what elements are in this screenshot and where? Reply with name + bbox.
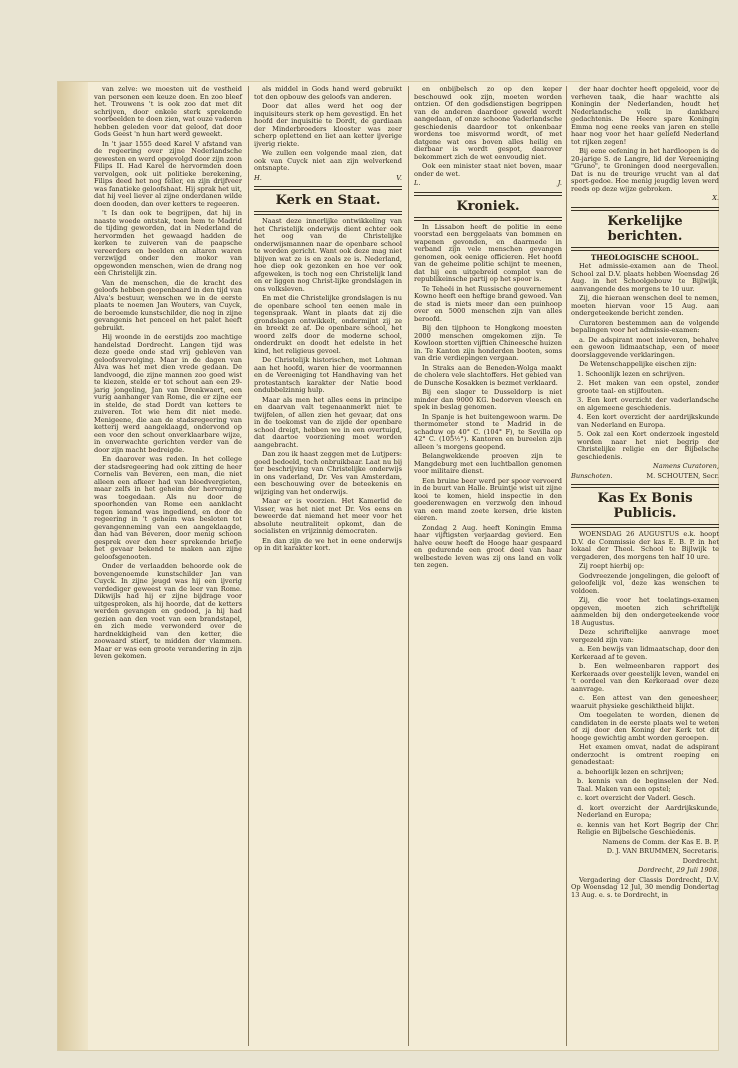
article-signature: Bunschoten. M. SCHOUTEN, Secr. (571, 471, 719, 480)
paragraph: Zij, die hieraan wenschen deel te nemen, moeten hiervan voor 15 Aug. aan ondergeteekende bericht zenden. (571, 294, 719, 317)
paragraph: a. De adspirant moet inleveren, behalve een gewoon lidmaatschap, een of meer doorslaggevende verklaringen. (571, 335, 719, 359)
paragraph: Het admissie-examen aan de Theol. School zal D.V. plaats hebben Woensdag 26 Aug. in het Schoolgebouw te Bijlwijk, aanvangende des morgens te 10 uur. (571, 262, 719, 293)
paragraph: Dan zou ik haast zeggen met de Lutjpers: goed bedoeld, toch onbruikbaar. Laat nu bij ter beschrijving van Christelijke onderwijs in ons vaderland, Dr. Ves van Amsterdam, een beschouwing over de beteekenis en wijziging van het onderwijs. (254, 450, 402, 496)
list-item: e. kennis van het Kort Begrip der Chr. Religie en Bijbelsche Geschiedenis. (577, 820, 719, 836)
heading-kerk-en-staat: Kerk en Staat. (275, 193, 381, 208)
paragraph: De Wetenschappelijke eischen zijn: (579, 360, 697, 368)
subheading-theologische-school: THEOLOGISCHE SCHOOL. (590, 252, 700, 262)
list-item: a. behoorlijk lezen en schrijven; (577, 767, 684, 776)
paragraph: WOENSDAG 26 AUGUSTUS e.k. hoopt D.V. de Commissie der kas E. B. P. in het lokaal der Theol. School te Bijlwijk te vergaderen, des morgens ten half 10 ure. (571, 530, 719, 561)
paragraph: Zij, die voor het toelatings-examen opgeven, moeten zich schriftelijk aanmelden bij den ondergeteekende voor 18 Augustus. (571, 596, 719, 627)
list-item: 5. Ook zal een Kort onderzoek ingesteld worden naar het niet begrip der Christelijke religie en der Bijbelsche geschiedenis. (577, 430, 719, 461)
paragraph: Bij eene oefening in het hardloopen is de 20-jarige S. de Langre, lid der Vereeniging "Gruno", te Groningen dood neergevallen. Dat is nu de treurige vrucht van al dat sport-gedoe. Hoe menig jeugdig leven werd reeds op deze wijze gebroken. (571, 147, 719, 193)
list-item: 4. Een kort overzicht der aardrijkskunde van Nederland en Europa. (577, 413, 719, 429)
paragraph: Om toegelaten te worden, dienen de candidaten in de eerste plaats wel te weten of zij door den Koning der Kerk tot dit hooge gewichtig ambt worden geroepen. (571, 711, 719, 742)
heading-kroniek: Kroniek. (456, 198, 520, 214)
paragraph: van zelve: we moesten uit de vestheid van personen een keuze doen. En zoo bleef het. Trouwens 't is ook zoo dat met dit schrijven, door enkele sterk sprekende voorbeelden te doen zien, wat ouze vaderen hebben geleden voor dat geloof, dat door Gods Geest 'n hun hart werd geweekt. (94, 85, 242, 138)
heading-rule (254, 186, 402, 190)
heading-rule (414, 217, 562, 221)
paragraph: Vergadering der Classis Dordrecht, D.V. Op Woensdag 12 Jul, 30 mendig Dondertag 13 Aug. e. s. te Dordrecht, in (571, 875, 719, 899)
closing-line: Dordrecht. (682, 856, 719, 865)
list-item: 3. Een kort overzicht der vaderlandsche en algemeene geschiedenis. (577, 396, 719, 412)
dateline: Dordrecht, 29 Juli 1908. (637, 866, 719, 874)
paragraph: Curatoren bestemmen aan de volgende bepalingen voor het admissie-examen: (571, 318, 719, 334)
heading-rule (414, 192, 562, 196)
paragraph: Een bruine beer werd per spoor vervoerd in de buurt van Halle. Bruintje wist uit zijne kooi te komen, hield inspectie in den goederenwagen en verzwolg den inhoud van een mand zoete kersen, drie kisten eieren. (414, 476, 562, 522)
paragraph: En met die Christelijke grondslagen is nu de openbare school ten eenen male in tegenspraak. Want in plaats dat zij die grondslagen ontwikkelt, ondermijnt zij ze en breekt ze af. De openbare school, het woord zelfs door de moderne school, onderdrukt en doodt het edelste in het kind, het religieus gevoel. (254, 294, 402, 355)
column-1 (94, 86, 242, 663)
paragraph: a. Een bewijs van lidmaatschap, door den Kerkeraad af te geven. (571, 645, 719, 661)
column-divider (566, 86, 567, 1046)
paragraph: In Spanje is het buitengewoon warm. De thermometer stond te Madrid in de schaduw op 40° C. (104° F), te Sevilla op 42° C. (105½°). Kantoren en bureelen zijn alleen 's morgens geopend. (414, 412, 562, 451)
paragraph: Deze schriftelijke aanvrage moet vergezeld zijn van: (571, 628, 719, 644)
paragraph: Het examen omvat, nadat de adspirant onderzocht is omtrent roeping en genadestaat: (571, 743, 719, 766)
paragraph: b. Een welmeenbaren rapport des Kerkeraads over geestelijk leven, wandel en 't oordeel van den Kerkeraad over deze aanvrage. (571, 662, 719, 693)
article-signature: X. (712, 194, 719, 202)
page-fold-shadow (58, 82, 88, 1050)
paragraph: Door dat alles werd het oog der inquisiteurs sterk op hem gevestigd. En het hoofd der inquisitie te Dordt, de gardiaan der Minderbroeders klooster was zeer scherp oplettend en liet aan ketter ijverige ijverig riekte. (254, 102, 402, 148)
newspaper-page (58, 82, 718, 1050)
paragraph: Maar als men het alles eens in principe en daarvan valt tegenaanmerkt niet te twijfelen, of allen zien het gevaar, dat ons in de toekomst van de zijde der openbare school dreigt, hebben we in een overtuigd, dat daartoe voorziening moet worden aangebracht. (254, 395, 402, 449)
paragraph: En daarover was reden. In het college der stadsregeering had ook zitting de heer Cornelis van Beveren, een man, die niet alleen een afkeer had van bloedvergieten, maar zelfs in het geheim der hervorming was toegedaan. Als nu door de spoorhonden van Rome een aanklacht tegen iemand was ingediend, en door de regeering in 't geheim was besloten tot gevangenneming van een aangeklaagde, dan had van Beveren, door menig schoon gesprek over den heer sprekende briefje het gevaar bekend te maken aan zijne geloofsgenooten. (94, 455, 242, 561)
paragraph: Onder de verlaadden behoorde ook de bovengenoemde kunstschilder Jan van Cuyck. In zijne jeugd was hij een ijverig verdediger geweest van de leer van Rome. Dikwijls had hij er zijne bijdrage voor uitgesproken, als hij hoorde, dat de ketters werden gevangen en gedood, ja hij had gezien aan den voet van een brandstapel, en zich mede verwonderd over de hardnekkigheid van den ketter, die zoowaard stierf, te midden der vlammen. Maar er was een groote verandering in zijn leven gekomen. (94, 562, 242, 660)
paragraph: Belangwekkende proeven zijn te Mangdeburg met een luchtballon genomen voor militaire dienst. (414, 452, 562, 475)
heading-rule (571, 524, 719, 528)
list-item: b. kennis van de beginselen der Ned. Taal. Maken van een opstel; (577, 777, 719, 793)
paragraph: Bij den tijphoon te Hongkong moesten 2000 menschen omgekomen zijn. Te Kowloon stortten vijftien Chineesche huizen in. Te Kanton zijn honderden booten, soms van drie verdiepingen vergaan. (414, 324, 562, 362)
list-item: 1. Schoonlijk lezen en schrijven. (577, 369, 685, 378)
heading-rule (571, 207, 719, 211)
heading-rule (571, 247, 719, 251)
paragraph: Zij roept hierbij op: (579, 562, 645, 570)
paragraph: c. Een attest van den geneesheer, waaruit physieke geschiktheid blijkt. (571, 694, 719, 710)
column-4 (571, 86, 719, 901)
paragraph: Godvreezende jongelingen, die gelooft of geloofelijk vol, deze kas wenschen te voldoen. (571, 571, 719, 595)
paragraph: Van de menschen, die de kracht des geloofs hebben geopenbaard in den tijd van Alva's bestuur, wenschen we in de eerste plaats te noemen Jan Wouters, van Cuyck, de beroemde kunstschilder, die nog in zijne gevangenis het penceel en het palet heeft gebruikt. (94, 278, 242, 332)
paragraph: In Lissabon heeft de politie in eene voorstad een berggelaats van bommen en wapenen gevonden, en daarmede in verband zijn vele menschen gevangen genomen, ook eenige officieren. Het hoofd van de geheime politie schijnt te meenen, dat hij een uitgebreid complot van de republikeinsche partij op het spoor is. (414, 222, 562, 283)
paragraph: der haar dochter heeft opgeleid, voor de verheven taak, die haar wachtte als Koningin der Nederlanden, houdt het Nederlandsche volk in dankbare gedachtenis. De Heere spare Koningin Emma nog eene reeks van jaren en stelle haar nog voor het haar geliefd Nederland tot rijken zegen! (571, 85, 719, 146)
paragraph: als middel in Gods hand werd gebruikt tot den opbouw des geloofs van anderen. (254, 85, 402, 101)
article-signature: L. J. (414, 179, 562, 187)
list-item: c. kort overzicht der Vaderl. Gesch. (577, 794, 696, 802)
heading-kerkelijke-berichten: Kerkelijke berichten. (607, 213, 683, 244)
paragraph: De Christelijk historischen, met Lohman aan het hoofd, waren hier de voormannen en de Vereeniging tot Handhaving van het protestantsch karakter der Natie bood ondubbelzinnig hulp. (254, 356, 402, 394)
column-3 (414, 86, 562, 572)
paragraph: Maar er is voorzien. Het Kamerlid de Visser, was het niet met Dr. Vos eens en beweerde dat niemand het meer voor het absolute neutraliteit opkomt, dan de socialisten en vrijzinnig democraten. (254, 497, 402, 535)
column-divider (408, 86, 409, 1046)
paragraph: Te Teheëi in het Russische gouvernement Kowno heeft een heftige brand gewoed. Van de stad is niets meer dan een puinhoop over en 5000 menschen zijn van alles beroofd. (414, 284, 562, 323)
paragraph: En dan zijn de we het in eene onderwijs op in dit karakter kort. (254, 536, 402, 552)
paragraph: en onbijbelsch zo op den keper beschouwd ook zijn, moeten worden ontzien. Of den godsdienstigen begrippen van de anderen daardoor geweld wordt aangedaan, of onze schoone Vaderlandsche geschiedenis daardoor tot onkenbaar wordens toe misvormd wordt, of met datgene wat ons boven alles heilig en dierbaar is wordt gespot, daarover bekommert zich de wet eenvoudig niet. (414, 85, 562, 161)
paragraph: Hij woonde in de eerstijds zoo machtige handelstad Dordrecht. Langen tijd was deze goede onde stad vrij gebleven van geloofsvervolging. Maar in de dagen van Alva was het met dien vrede gedaan. De landvoogd, die zijne mannen zoo goed wist te kiezen, stelde er tot schout aan een 29-jarig jongeling, Jan van Drenkwaert, een vurig aanhanger van Rome, die er zijne eer in stelde, de stad Dordt van ketters te zuiveren. Tot wie hem dit niet mede. Menigeene, die aan de stadsregeering van ketterij werd aangeklaagd, ondervond op een voor den schout onverklaarbare wijze, in onverwachte gerichten verder van de door zijn macht bedreigde. (94, 333, 242, 454)
closing-line: Namens de Comm. der Kas E. B. P. (602, 837, 719, 846)
paragraph: 't Is dan ook te begrijpen, dat hij in naaste woede ontstak, toen hem te Madrid de tijding geworden, dat in Nederland de hervormden het gewaagd hadden de kerken te zuiveren van de paapsche vereerders en beelden en altaren waren verzwijgd onder den mokor van opgewonden menschen, wien de drang nog een Christelijk zin. (94, 209, 242, 277)
paragraph: Zondag 2 Aug. heeft Koningin Emma haar vijftigsten verjaardag gevierd. Een halve eeuw heeft de Hooge haar gespaard en gedurende een groot deel van haar welbestede leven was zij ons land en volk ten zegen. (414, 523, 562, 569)
paragraph: Ook een minister staat niet boven, maar onder de wet. (414, 162, 562, 178)
paragraph: In 't jaar 1555 deed Karel V afstand van de regeering over zijne Nederlandsche gewesten en werd opgevolgd door zijn zoon Filips II. Had Karel de hervormden doen vervolgen, ook uit politieke berekening, Filips deed het nog feller, en zijn drijfveer was fanatieke geloofshaat. Hij sprak het uit, dat hij veel liever al zijne onderdanen wilde doen dooden, dan over ketters te regeeren. (94, 139, 242, 208)
column-divider (248, 86, 249, 1046)
heading-kas-ex-bonis-publicis: Kas Ex Bonis Publicis. (597, 491, 693, 521)
paragraph: Naast deze innerlijke ontwikkeling van het Christelijk onderwijs dient echter ook het oog van de Christelijke onderwijsmannen naar de openbare school te worden gericht. Want ook deze mag niet blijven wat ze is en zoals ze is. Nederland, hoe diep ook gezonken en hoe ver ook afgeweken, is toch nog een Christelijk land en er liggen nog Christ-lijke grondslagen in ons volksleven. (254, 217, 402, 293)
list-item: 2. Het maken van een opstel, zonder groote taal- en stijlfouten. (577, 379, 719, 395)
list-item: d. kort overzicht der Aardrijkskunde, Nederland en Europa; (577, 803, 719, 819)
column-2 (254, 86, 402, 555)
names-line: Namens Curatoren, (653, 462, 719, 470)
article-signature: H. V. (254, 173, 402, 182)
heading-rule (571, 484, 719, 488)
paragraph: In Straks aan de Beneden-Wolga maakt de cholera vele slachtoffers. Het gebied van de Dunsche Kosakken is bezmet verklaard. (414, 363, 562, 387)
closing-line: D. J. VAN BRUMMEN, Secretaris. (606, 847, 719, 855)
paragraph: Bij een slager te Dusseldorp is niet minder dan 9000 KG. bedorven vleesch en spek in beslag genomen. (414, 388, 562, 411)
heading-rule (254, 211, 402, 215)
paragraph: We zullen een volgende maal zien, dat ook van Cuyck niet aan zijn welverkend ontsnapte. (254, 149, 402, 172)
